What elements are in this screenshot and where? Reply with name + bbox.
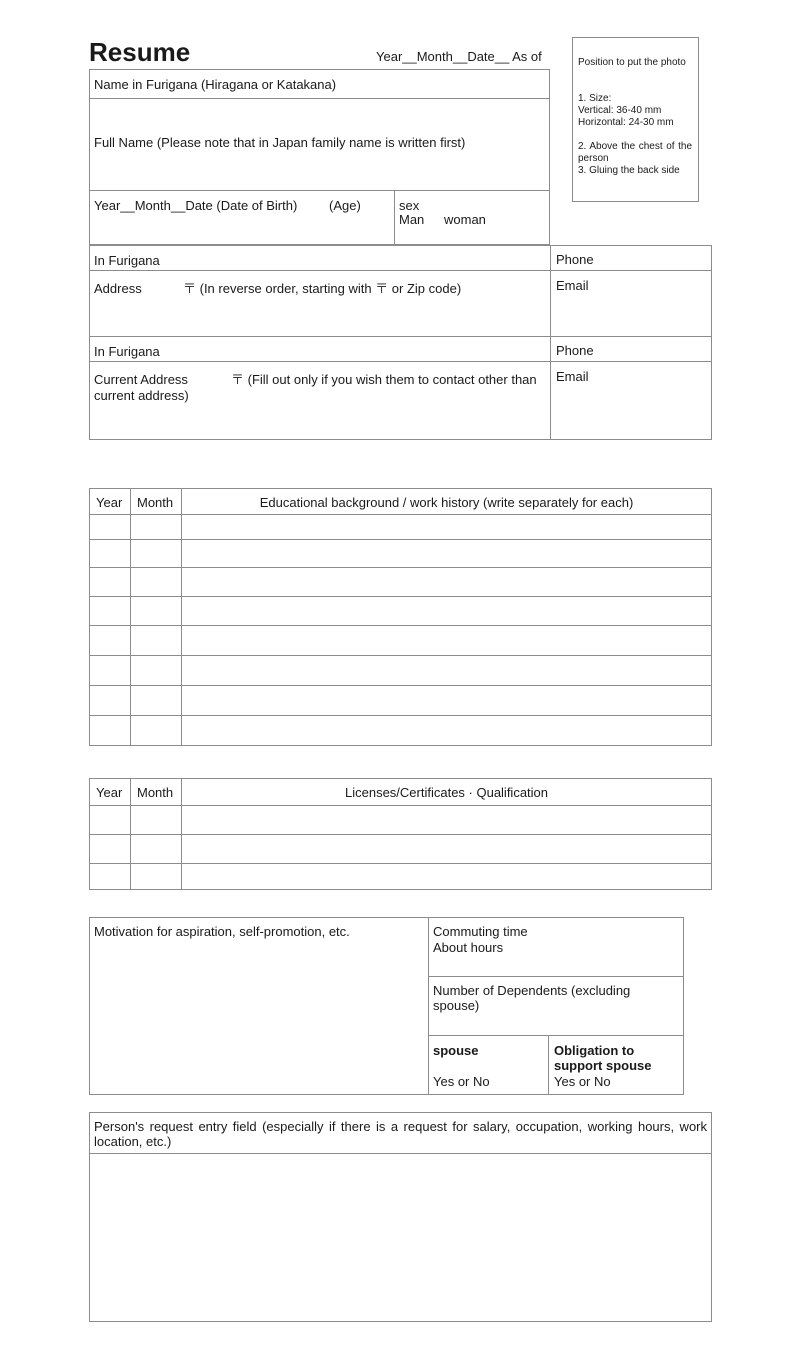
current-address-phone-field[interactable]: Phone <box>556 343 594 358</box>
furigana-name-field[interactable]: Name in Furigana (Hiragana or Katakana) <box>94 77 337 92</box>
current-address-email-field[interactable]: Email <box>556 369 589 384</box>
motivation-field[interactable]: Motivation for aspiration, self-promotion, etc. <box>94 924 350 939</box>
education-col-year: Year <box>96 495 123 510</box>
full-name-field[interactable]: Full Name (Please note that in Japan family name is written first) <box>94 135 466 150</box>
support-spouse-label: Obligation to support spouse <box>554 1043 652 1073</box>
address-box <box>89 245 712 440</box>
current-address-label: Current Address <box>94 372 188 387</box>
address-label: Address <box>94 281 142 296</box>
photo-instruction-position: Position to put the photo <box>578 57 686 68</box>
photo-instruction-gluing: 3. Gluing the back side <box>578 165 680 176</box>
support-spouse-option[interactable]: Yes or No <box>554 1074 611 1089</box>
page-title: Resume <box>89 37 191 67</box>
address-note[interactable]: 〒 (In reverse order, starting with 〒 or Zip code) <box>183 281 462 296</box>
photo-instruction-above: 2. Above the chest of the person <box>578 141 692 164</box>
request-entry-field[interactable] <box>90 1154 711 1321</box>
date-of-birth-field[interactable]: Year__Month__Date (Date of Birth) <box>94 198 298 213</box>
commuting-hours-field[interactable]: About hours <box>433 940 504 955</box>
age-label: (Age) <box>329 198 361 213</box>
address-email-field[interactable]: Email <box>556 278 589 293</box>
current-address-label-continued: current address) <box>94 388 189 403</box>
address-phone-field[interactable]: Phone <box>556 252 594 267</box>
photo-size-label: 1. Size: <box>578 93 612 104</box>
photo-size-vertical: Vertical: 36-40 mm <box>578 105 662 116</box>
licenses-col-description: Licenses/Certificates · Qualification <box>344 785 549 800</box>
education-table <box>89 488 712 746</box>
spouse-label: spouse <box>433 1043 479 1058</box>
sex-label: sex <box>399 198 420 213</box>
request-label: Person's request entry field (especially if there is a request for salary, occupation, working hours, work location, etc.) <box>94 1119 707 1149</box>
education-col-month: Month <box>137 495 174 510</box>
spouse-option[interactable]: Yes or No <box>433 1074 490 1089</box>
commuting-time-label: Commuting time <box>433 924 528 939</box>
current-address-furigana-field[interactable]: In Furigana <box>94 344 160 359</box>
dependents-field[interactable]: Number of Dependents (excluding spouse) <box>433 983 631 1013</box>
photo-size-horizontal: Horizontal: 24-30 mm <box>578 117 674 128</box>
licenses-col-month: Month <box>137 785 174 800</box>
current-address-note[interactable]: 〒 (Fill out only if you wish them to contact other than <box>231 372 537 387</box>
sex-option-woman[interactable]: woman <box>444 212 486 227</box>
as-of-date: Year__Month__Date__ As of <box>376 49 542 64</box>
licenses-col-year: Year <box>96 785 123 800</box>
education-col-description: Educational background / work history (write separately for each) <box>259 495 634 510</box>
sex-option-man[interactable]: Man <box>399 212 425 227</box>
address-furigana-field[interactable]: In Furigana <box>94 253 160 268</box>
